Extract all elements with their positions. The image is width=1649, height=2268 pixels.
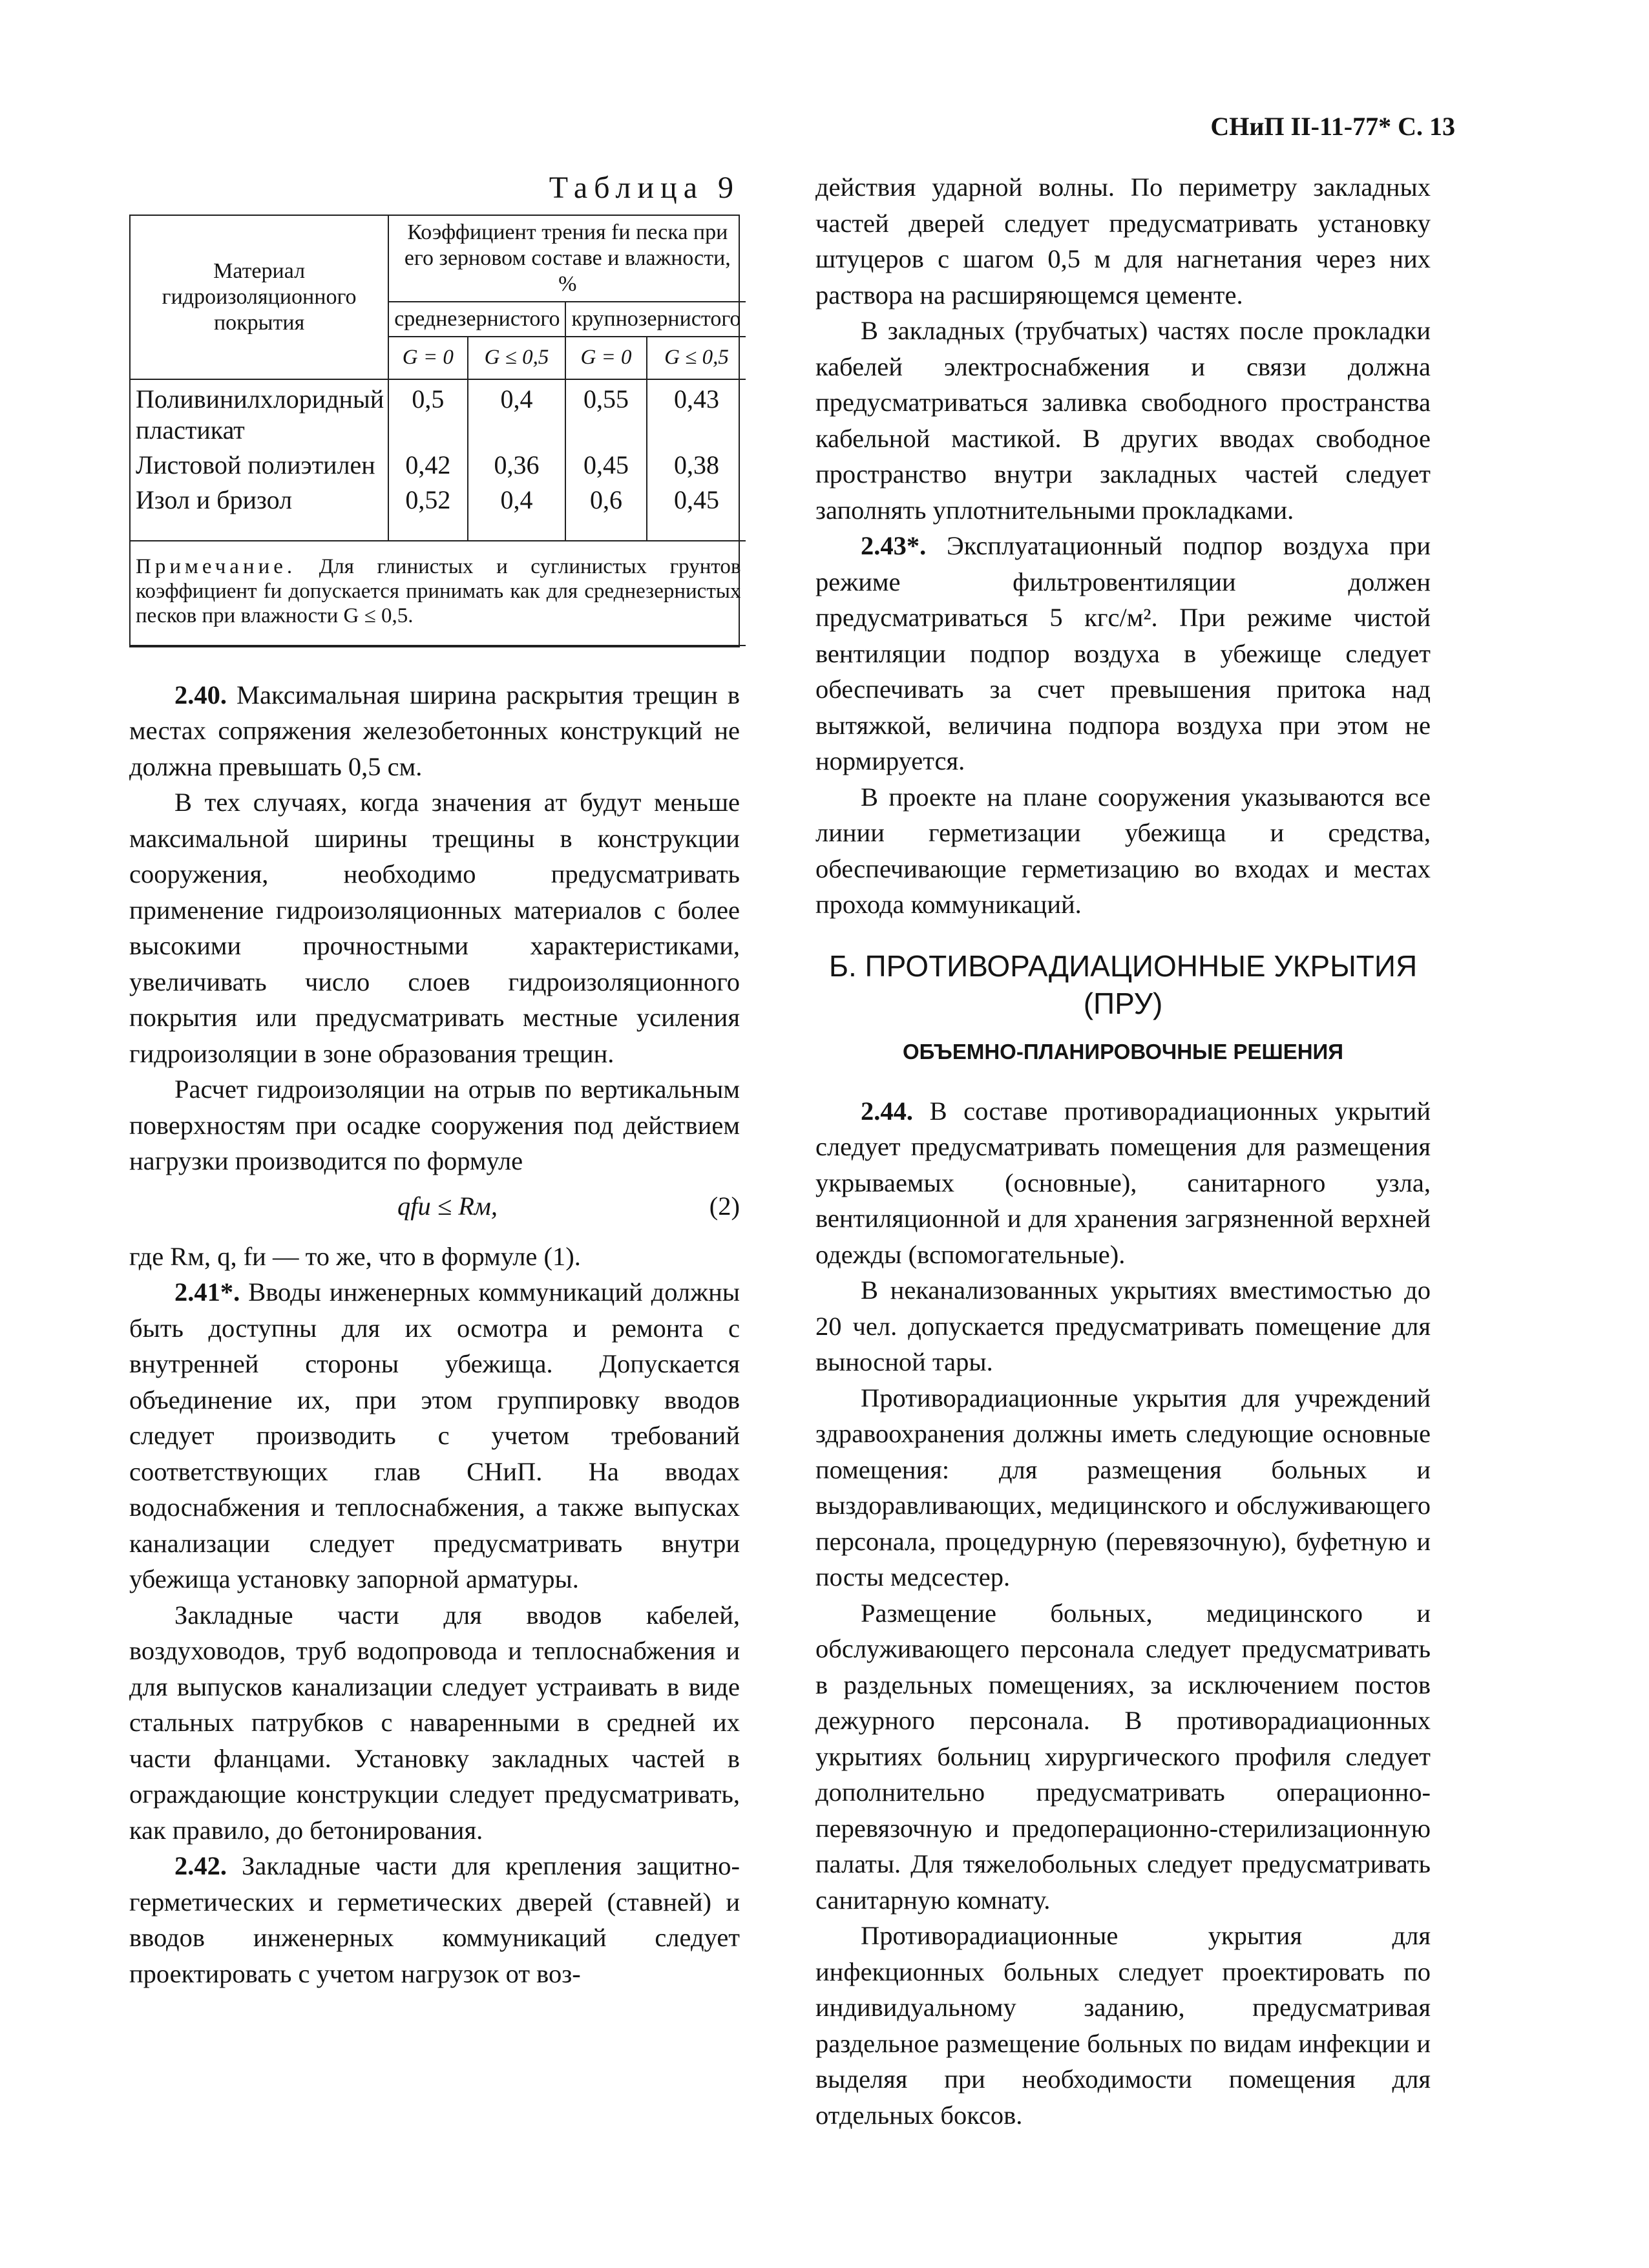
material-cell: Изол и бризол — [131, 481, 388, 541]
clause-number: 2.44. — [861, 1096, 913, 1126]
clause-text: В составе противорадиационных укрытий следует предусматривать помещения для размещения укрываемых (основные), санитарного узла, вентиляционной и для хранения загрязненной верхней одежды (вспомогательные). — [815, 1096, 1431, 1269]
formula-expression: qfи ≤ Rм, — [397, 1191, 498, 1221]
paragraph-tube: В закладных (трубчатых) частях после прокладки кабелей электроснабжения и связи должна предусматриваться заливка свободного пространства кабельной мастикой. В других вводах свободное пространство внутри закладных частей следует заполнять уплотнительными прокладками. — [815, 316, 1431, 525]
clause-text: Закладные части для крепления защитно-герметических и герметических дверей (ставней) и вводов инженерных коммуникаций следует проектировать с учетом нагрузок от воз- — [129, 1851, 740, 1988]
header-g: G ≤ 0,5 — [468, 337, 566, 379]
header-g: G = 0 — [565, 337, 646, 379]
value-cell: 0,45 — [647, 481, 746, 541]
clause-number: 2.40. — [174, 680, 227, 709]
right-column — [815, 169, 1431, 2133]
clause-number: 2.43*. — [861, 531, 927, 560]
value-cell: 0,43 — [647, 379, 746, 446]
table-note-label: Примечание. — [136, 554, 297, 578]
clause-number: 2.42. — [174, 1851, 227, 1880]
paragraph-continuation: действия ударной волны. По периметру закладных частей дверей следует предусматривать установку штуцеров с шагом 0,5 м для нагнетания через них раствора на расширяющемся цементе. — [815, 173, 1431, 310]
paragraph-plan: В проекте на плане сооружения указываются все линии герметизации убежища и средства, обеспечивающие герметизацию во входах и местах прохода коммуникаций. — [815, 782, 1431, 919]
header-coefficient: Коэффициент трения fи песка при его зерновом составе и влажности, % — [388, 216, 746, 302]
table-row — [131, 379, 746, 446]
section-title: Б. ПРОТИВОРАДИАЦИОННЫЕ УКРЫТИЯ (ПРУ) — [828, 949, 1418, 1020]
paragraph-2-44 — [815, 1093, 1431, 1273]
value-cell: 0,45 — [565, 446, 646, 481]
paragraph-cases: В тех случаях, когда значения aт будут меньше максимальной ширины трещины в конструкции сооружения, необходимо предусматривать применение гидроизоляционных материалов с более высокими прочностными характеристиками, увеличивать число слоев гидроизоляционного покрытия или предусматривать местные усиления гидроизоляции в зоне образования трещин. — [129, 788, 740, 1068]
subsection-title: ОБЪЕМНО-ПЛАНИРОВОЧНЫЕ РЕШЕНИЯ — [903, 1039, 1343, 1064]
value-cell: 0,38 — [647, 446, 746, 481]
clause-number: 2.41*. — [174, 1277, 240, 1307]
paragraph-nonsewer: В неканализованных укрытиях вместимостью до 20 чел. допускается предусматривать помещение для выносной тары. — [815, 1276, 1431, 1376]
table-caption: Таблица 9 — [549, 171, 740, 205]
paragraph-health: Противорадиационные укрытия для учреждений здравоохранения должны иметь следующие основные помещения: для размещения больных и выздоравливающих, медицинского и обслуживающего персонала, процедурную (перевязочную), буфетную и посты медсестер. — [815, 1383, 1431, 1591]
header-material: Материал гидроизоляционного покрытия — [131, 216, 388, 379]
paragraph-2-40 — [129, 677, 740, 785]
value-cell: 0,36 — [468, 446, 566, 481]
value-cell: 0,4 — [468, 481, 566, 541]
value-cell: 0,52 — [388, 481, 467, 541]
table-row — [131, 481, 746, 541]
table-note — [131, 541, 746, 646]
formula-number: (2) — [709, 1191, 740, 1221]
header-coarse-grain: крупнозернистого — [565, 302, 746, 337]
paragraph-embedded: Закладные части для вводов кабелей, воздуховодов, труб водопровода и теплоснабжения и для выпусков канализации следует устраивать в виде стальных патрубков с наваренными в средней их части фланцами. Установку закладных частей в ограждающие конструкции следует предусматривать, как правило, до бетонирования. — [129, 1600, 740, 1845]
paragraph-2-43 — [815, 528, 1431, 779]
value-cell: 0,5 — [388, 379, 467, 446]
header-g: G = 0 — [388, 337, 467, 379]
material-cell: Поливинилхлоридный пластикат — [131, 379, 388, 446]
value-cell: 0,55 — [565, 379, 646, 446]
table-row — [131, 446, 746, 481]
header-medium-grain: среднезернистого — [388, 302, 565, 337]
friction-table — [129, 215, 740, 647]
paragraph-2-42 — [129, 1848, 740, 1991]
value-cell: 0,42 — [388, 446, 467, 481]
header-g: G ≤ 0,5 — [647, 337, 746, 379]
paragraph-placement: Размещение больных, медицинского и обслуживающего персонала следует предусматривать в раздельных помещениях, за исключением постов дежурного персонала. В противорадиационных укрытиях больниц хирургического профиля следует дополнительно предусматривать операционно-перевязочную и предоперационно-стерилизационную палаты. Для тяжелобольных следует предусматривать санитарную комнату. — [815, 1598, 1431, 1915]
left-column — [129, 169, 740, 1991]
table-note-text: Для глинистых и суглинистых грунтов коэффициент fи допускается принимать как для среднезернистых песков при влажности G ≤ 0,5. — [136, 554, 741, 627]
formula-2 — [129, 1186, 740, 1227]
value-cell: 0,6 — [565, 481, 646, 541]
paragraph-2-41 — [129, 1274, 740, 1597]
material-cell: Листовой полиэтилен — [131, 446, 388, 481]
clause-text: Максимальная ширина раскрытия трещин в местах сопряжения железобетонных конструкций не должна превышать 0,5 см. — [129, 680, 740, 781]
friction-table-grid — [131, 216, 746, 646]
value-cell: 0,4 — [468, 379, 566, 446]
clause-text: Вводы инженерных коммуникаций должны быть доступны для их осмотра и ремонта с внутренней стороны убежища. Допускается объединение их, при этом группировку вводов следует производить с учетом требований соответствующих глав СНиП. На вводах водоснабжения и теплоснабжения, а также выпусках канализации следует предусматривать внутри убежища установку запорной арматуры. — [129, 1277, 740, 1593]
paragraph-calc: Расчет гидроизоляции на отрыв по вертикальным поверхностям при осадке сооружения под действием нагрузки производится по формуле — [129, 1075, 740, 1175]
paragraph-infect: Противорадиационные укрытия для инфекционных больных следует проектировать по индивидуальному заданию, предусматривая раздельное размещение больных по видам инфекции и выделяя при необходимости помещения для отдельных боксов. — [815, 1921, 1431, 2130]
paragraph-where: где Rм, q, fи — то же, что в формуле (1). — [129, 1241, 581, 1271]
clause-text: Эксплуатационный подпор воздуха при режиме фильтровентиляции должен предусматриваться 5 кгс/м². При режиме чистой вентиляции подпор воздуха в убежище следует обеспечивать за счет превышения притока над вытяжкой, величина подпора воздуха при этом не нормируется. — [815, 531, 1431, 775]
page-header: СНиП II-11-77* С. 13 — [1210, 112, 1455, 141]
